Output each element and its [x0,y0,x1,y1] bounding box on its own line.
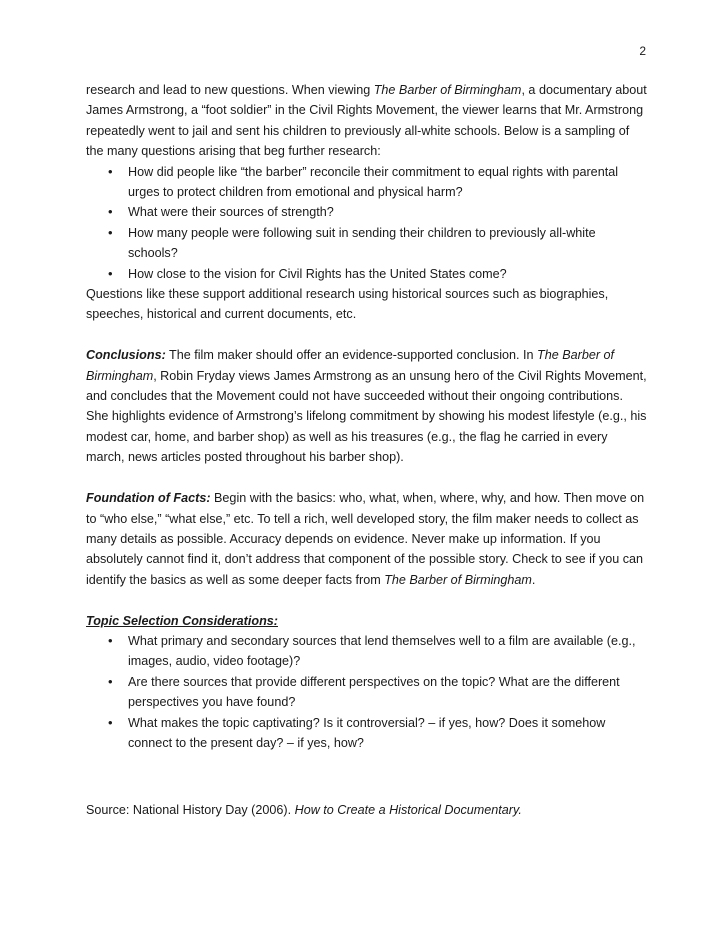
foundation-film-title: The Barber of Birmingham [384,572,532,587]
list-item: • What were their sources of strength? [86,202,648,222]
conclusions-text-2: , Robin Fryday views James Armstrong as an unsung hero of the Civil Rights Movement, and concludes that the Movement could not have succeeded without their ongoing contributions. She highlights evidence of Armstrong’s lifelong commitment by showing his modest lifestyle (e.g., his modest car, home, and barber shop) as well as his treasures (e.g., the flag he carried in every march, news articles posted throughout his barber shop). [86,368,647,465]
intro-text-1: research and lead to new questions. When viewing [86,83,374,97]
document-body [86,80,648,820]
research-questions-list [86,162,648,284]
foundation-paragraph [86,488,648,590]
intro-text-2: , a documentary about James Armstrong, a “foot soldier” in the Civil Rights Movement, the viewer learns that Mr. Armstrong repeatedly went to jail and sent his children to previously all-white schools. Below is a sampling of the many questions arising that beg further research: [86,83,647,159]
list-item: • What makes the topic captivating? Is it controversial? – if yes, how? Does it somehow connect to the present day? – if yes, how? [86,713,648,754]
source-citation [86,800,648,820]
source-title: How to Create a Historical Documentary. [294,802,522,817]
conclusions-paragraph [86,345,648,467]
source-text: Source: National History Day (2006). [86,802,295,817]
foundation-heading: Foundation of Facts: [86,491,211,506]
foundation-text-1: Begin with the basics: who, what, when, where, why, and how. Then move on to “who else,” “what else,” etc. To tell a rich, well developed story, the film maker needs to collect as many details as possible. Accuracy depends on evidence. Never make up information. If you absolutely cannot find it, don’t address that component of the possible story. Check to see if you can identify the basics as well as some deeper facts from [86,491,645,587]
topic-selection-list [86,631,648,753]
intro-paragraph [86,80,648,162]
list-item: • How many people were following suit in sending their children to previously all-white schools? [86,223,648,264]
list-item: • How did people like “the barber” reconcile their commitment to equal rights with parental urges to protect children from emotional and physical harm? [86,162,648,203]
conclusions-film-title: The Barber of Birmingham [86,348,615,383]
intro-film-title: The Barber of Birmingham [373,83,522,97]
topic-selection-heading [86,611,648,631]
conclusions-text-1: The film maker should offer an evidence-supported conclusion. In [165,348,538,363]
questions-followup: Questions like these support additional research using historical sources such as biographies, speeches, historical and current documents, etc. [86,287,609,322]
conclusions-heading: Conclusions: [86,348,166,363]
list-item: • Are there sources that provide different perspectives on the topic? What are the different perspectives you have found? [86,672,648,713]
list-item: • How close to the vision for Civil Rights has the United States come? [86,264,648,284]
page-number: 2 [639,44,646,58]
list-item: • What primary and secondary sources that lend themselves well to a film are available (e.g., images, audio, video footage)? [86,631,648,672]
topic-selection-heading-text: Topic Selection Considerations: [86,613,278,628]
foundation-text-2: . [531,572,536,587]
